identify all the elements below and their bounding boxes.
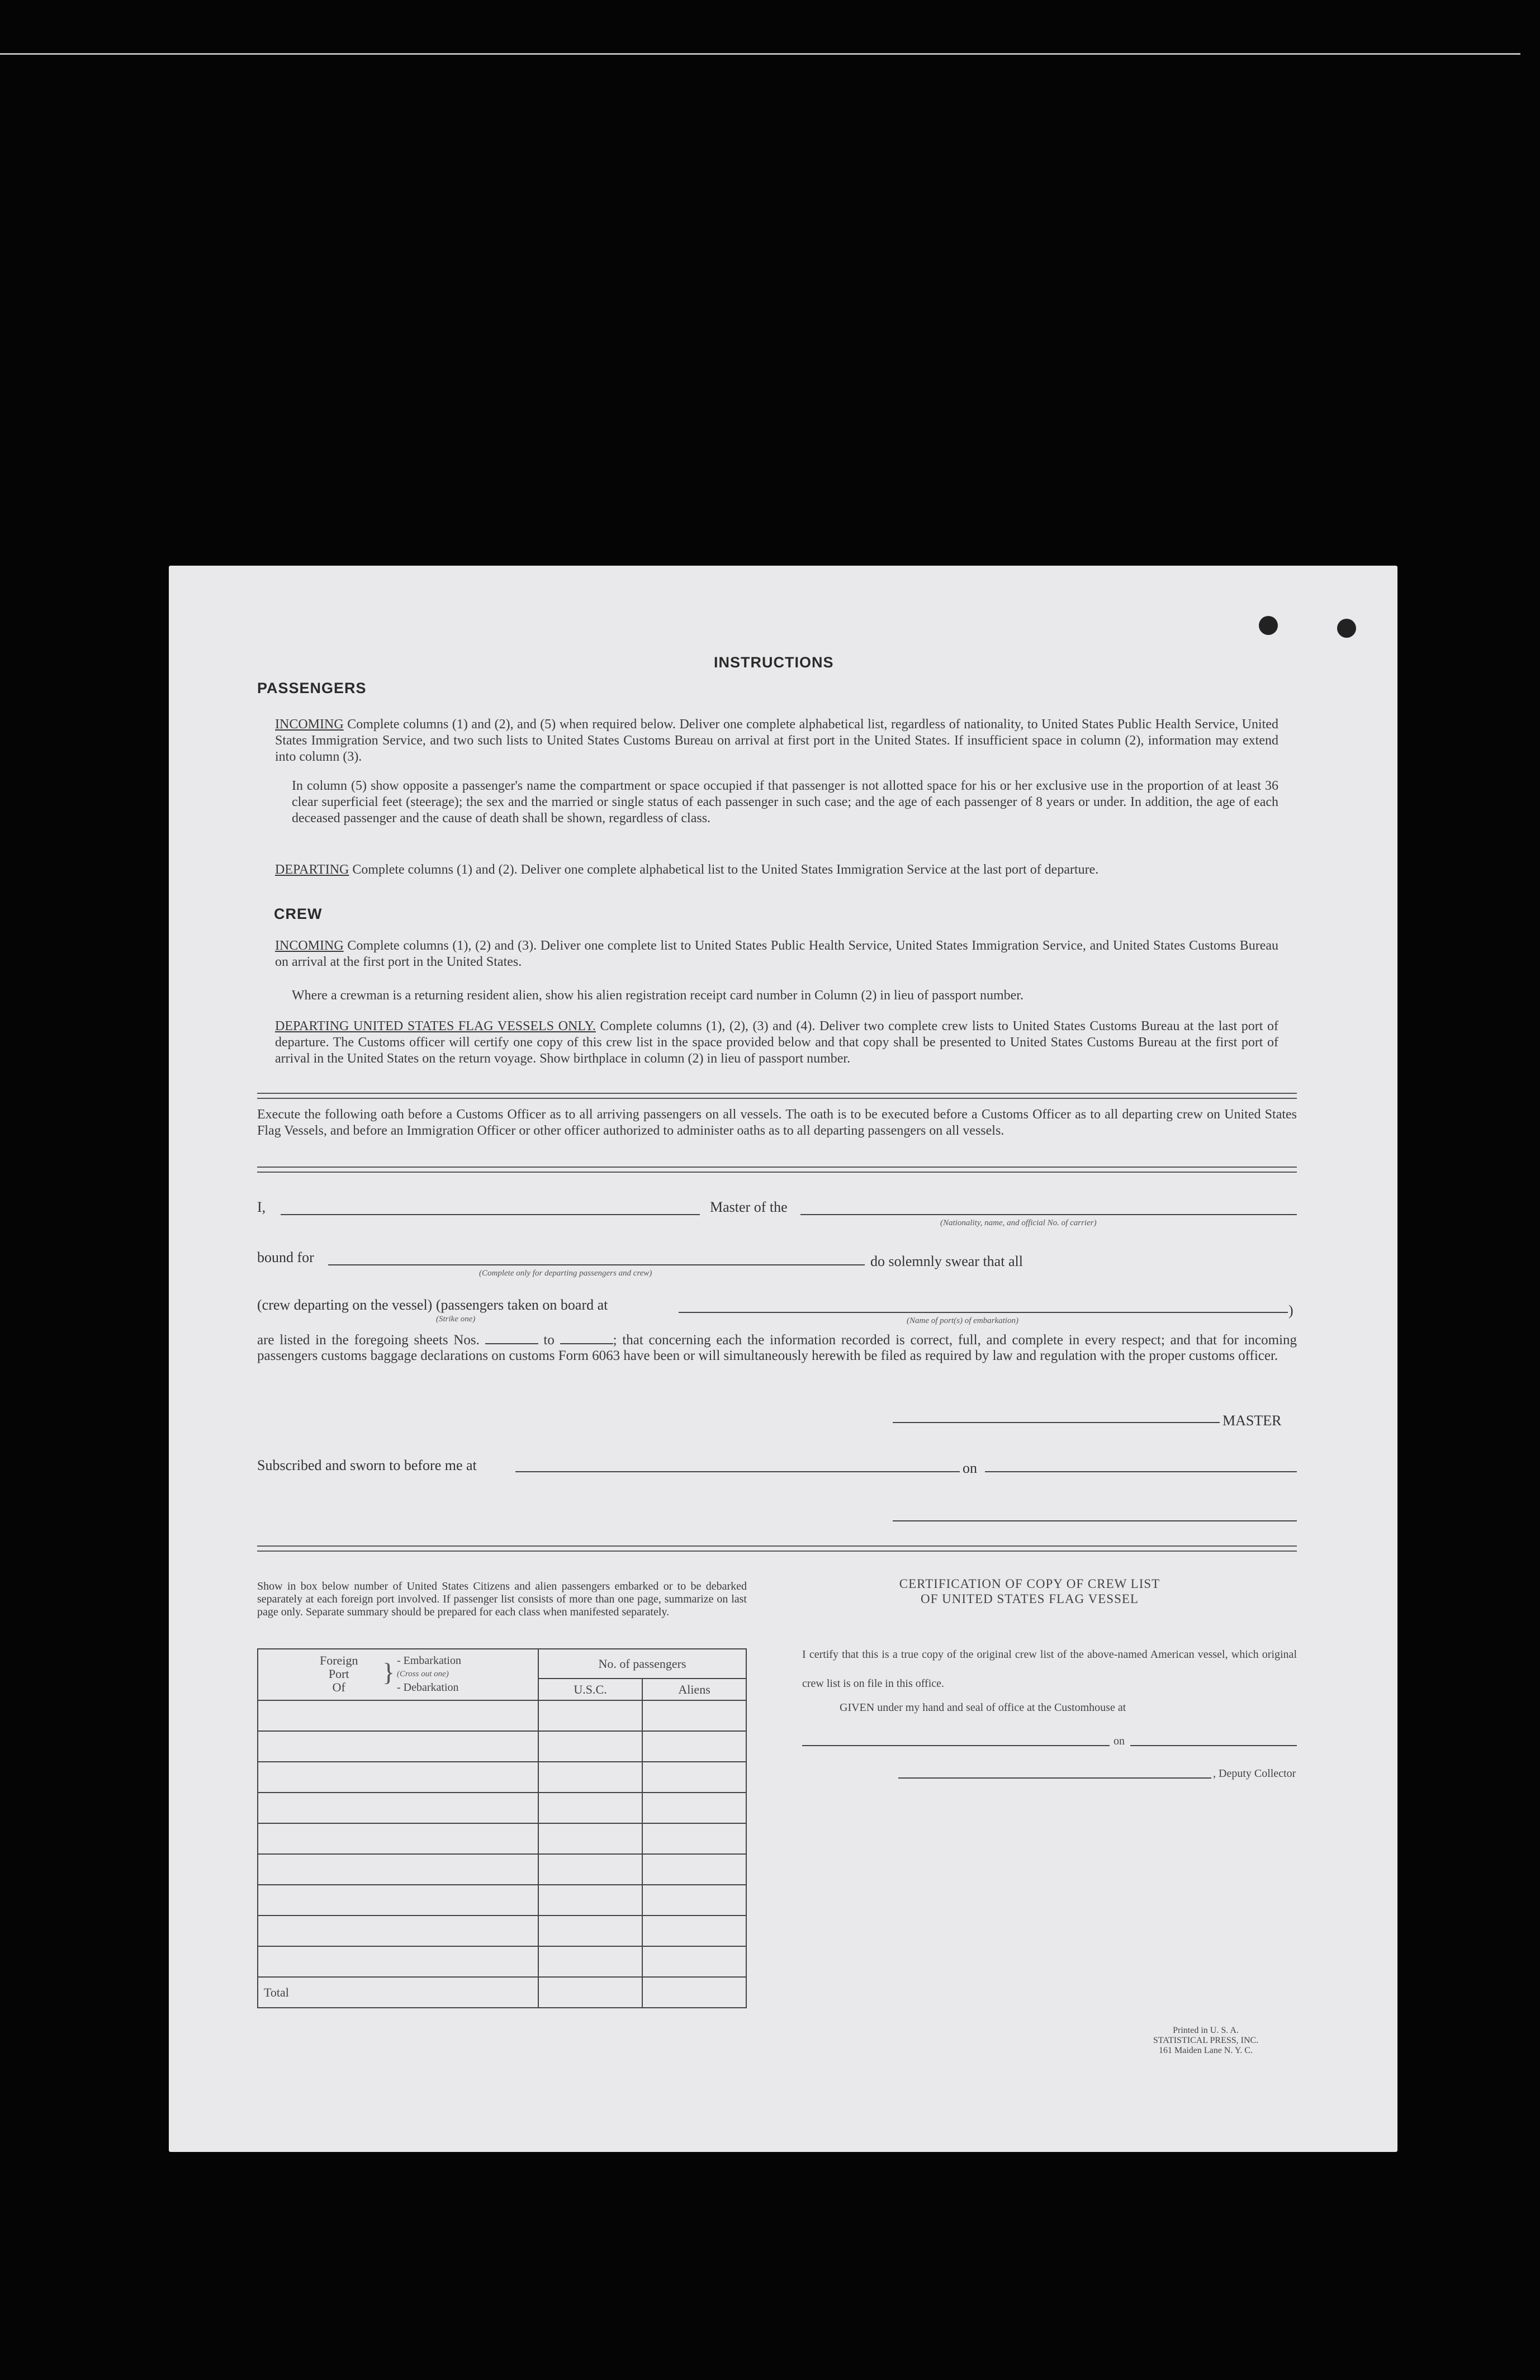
sworn-place-field[interactable] <box>515 1471 960 1472</box>
pass-departing-paragraph <box>275 862 1278 878</box>
embarkation-option[interactable]: - Embarkation <box>397 1654 461 1667</box>
total-label: Total <box>258 1977 538 2008</box>
pass-incoming-label: INCOMING <box>275 717 344 732</box>
pass-incoming-paragraph <box>275 717 1278 765</box>
usc-cell[interactable] <box>538 1946 642 1977</box>
usc-cell[interactable] <box>538 1916 642 1946</box>
table-row <box>258 1762 746 1793</box>
usc-total-cell[interactable] <box>538 1977 642 2008</box>
subscribed-label: Subscribed and sworn to before me at <box>257 1457 477 1473</box>
crew-incoming-paragraph <box>275 938 1278 970</box>
port-header-label <box>320 1654 358 1694</box>
aliens-total-cell[interactable] <box>642 1977 746 2008</box>
embark-debark-options <box>397 1654 461 1694</box>
to-label: to <box>543 1333 555 1348</box>
strike-caption: (Strike one) <box>436 1315 476 1324</box>
certify-text: I certify that this is a true copy of the original crew list of the above-named American vessel, which original crew list is on file in this office. <box>802 1648 1297 1690</box>
usc-header: U.S.C. <box>538 1679 642 1700</box>
bound-for-field[interactable] <box>328 1264 865 1265</box>
carrier-field[interactable] <box>800 1214 1297 1215</box>
table-row <box>258 1916 746 1946</box>
port-cell[interactable] <box>258 1793 538 1823</box>
master-name-field[interactable] <box>281 1214 700 1215</box>
divider-double <box>257 1093 1297 1099</box>
swear-label: do solemnly swear that all <box>870 1253 1023 1269</box>
sworn-date-field[interactable] <box>985 1471 1297 1472</box>
aliens-cell[interactable] <box>642 1946 746 1977</box>
oath-intro: Execute the following oath before a Customs Officer as to all arriving passengers on all vessels. The oath is to be executed before a Customs Officer as to all departing crew on United States Flag Vessels, and before an Immigration Officer or other officer authorized to administer oaths as to all departing passengers on all vessels. <box>257 1107 1297 1138</box>
printer-line3: 161 Maiden Lane N. Y. C. <box>1159 2046 1253 2055</box>
top-scan-edge <box>0 53 1520 55</box>
aliens-cell[interactable] <box>642 1823 746 1854</box>
port-cell[interactable] <box>258 1823 538 1854</box>
instructions-title: INSTRUCTIONS <box>714 654 834 671</box>
crew-departing-label: (crew departing on the vessel) (passengers taken on board at <box>257 1297 608 1313</box>
table-header-row <box>258 1649 746 1679</box>
pass-departing-label: DEPARTING <box>275 862 349 877</box>
aliens-cell[interactable] <box>642 1854 746 1885</box>
aliens-cell[interactable] <box>642 1731 746 1762</box>
aliens-cell[interactable] <box>642 1916 746 1946</box>
table-row <box>258 1700 746 1731</box>
port-header-line3: Of <box>332 1680 345 1694</box>
usc-cell[interactable] <box>538 1731 642 1762</box>
aliens-cell[interactable] <box>642 1700 746 1731</box>
port-cell[interactable] <box>258 1946 538 1977</box>
crew-incoming-text: Complete columns (1), (2) and (3). Deliver one complete list to United States Public Health Service, United States Immigration Service, and United States Customs Bureau on arrival at the first port in the United States. <box>275 938 1279 969</box>
crew-departing-paragraph <box>275 1018 1278 1067</box>
port-header-line1: Foreign <box>320 1653 358 1667</box>
table-row <box>258 1854 746 1885</box>
usc-cell[interactable] <box>538 1700 642 1731</box>
master-label: MASTER <box>1222 1412 1282 1429</box>
usc-cell[interactable] <box>538 1854 642 1885</box>
passengers-heading: PASSENGERS <box>257 680 367 696</box>
pass-column5-paragraph: In column (5) show opposite a passenger's name the compartment or space occupied if that passenger is not allotted space for his or her exclusive use in the proportion of at least 36 clear superficial feet (steerage); the sex and the married or single status of each passenger in such case; and the age of each passenger of 8 years or under. In addition, the age of each deceased passenger and the cause of death shall be shown, regardless of class. <box>292 779 1278 826</box>
crew-heading: CREW <box>274 905 323 922</box>
listed-text: are listed in the foregoing sheets Nos. <box>257 1333 480 1348</box>
certification-title-line1: CERTIFICATION OF COPY OF CREW LIST <box>899 1577 1160 1591</box>
pass-incoming-text: Complete columns (1) and (2), and (5) when required below. Deliver one complete alphabetical list, regardless of nationality, to United States Public Health Service, United States Immigration Service, and two such lists to United States Customs Bureau on arrival at first port in the United States. If insufficient space in column (2), information may extend into column (3). <box>275 717 1278 764</box>
table-row <box>258 1946 746 1977</box>
sworn-on-label: on <box>963 1460 977 1476</box>
printer-line1: Printed in U. S. A. <box>1173 2026 1239 2035</box>
master-signature-field[interactable] <box>893 1422 1220 1423</box>
aliens-cell[interactable] <box>642 1793 746 1823</box>
port-cell[interactable] <box>258 1731 538 1762</box>
printer-imprint <box>1119 2026 1292 2056</box>
oath-i-label: I, <box>257 1199 266 1215</box>
debarkation-option[interactable]: - Debarkation <box>397 1681 459 1694</box>
table-row <box>258 1823 746 1854</box>
no-passengers-header: No. of passengers <box>538 1649 746 1679</box>
port-cell[interactable] <box>258 1885 538 1916</box>
divider-double <box>257 1167 1297 1173</box>
total-row <box>258 1977 746 2008</box>
pass-departing-text: Complete columns (1) and (2). Deliver one complete alphabetical list to the United States Immigration Service at the last port of departure. <box>352 862 1099 877</box>
bound-for-label: bound for <box>257 1249 314 1265</box>
table-row <box>258 1885 746 1916</box>
listed-paragraph <box>257 1333 1297 1364</box>
port-cell[interactable] <box>258 1854 538 1885</box>
passenger-summary-table <box>257 1648 747 2008</box>
close-paren: ) <box>1288 1302 1293 1319</box>
deputy-label: , Deputy Collector <box>1213 1767 1296 1780</box>
brace-icon: } <box>382 1658 395 1686</box>
aliens-header: Aliens <box>642 1679 746 1700</box>
carrier-caption: (Nationality, name, and official No. of carrier) <box>940 1219 1097 1227</box>
crew-departing-label: DEPARTING UNITED STATES FLAG VESSELS ONLY. <box>275 1019 596 1033</box>
usc-cell[interactable] <box>538 1762 642 1793</box>
port-cell[interactable] <box>258 1700 538 1731</box>
bound-for-caption: (Complete only for departing passengers and crew) <box>479 1269 652 1278</box>
summary-note: Show in box below number of United States Citizens and alien passengers embarked or to be debarked separately at each foreign port involved. If passenger list consists of more than one page, summarize on last page only. Separate summary should be prepared for each class when manifested separately. <box>257 1580 747 1618</box>
sheet-to-field[interactable] <box>560 1333 613 1344</box>
usc-cell[interactable] <box>538 1823 642 1854</box>
usc-cell[interactable] <box>538 1793 642 1823</box>
punch-hole <box>1337 619 1356 638</box>
table-row <box>258 1731 746 1762</box>
cert-on-label: on <box>1113 1735 1125 1747</box>
aliens-cell[interactable] <box>642 1762 746 1793</box>
crew-departing-text: Complete columns (1), (2), (3) and (4). Deliver two complete crew lists to United States Customs Bureau at the last port of departure. The Customs officer will certify one copy of this crew list in the space provided below and that copy shall be presented to United States Customs Bureau at the first port of arrival in the United States on the return voyage. Show birthplace in column (2) in lieu of passport number. <box>275 1019 1278 1066</box>
cross-caption: (Cross out one) <box>397 1670 449 1679</box>
certification-title-line2: OF UNITED STATES FLAG VESSEL <box>921 1592 1139 1606</box>
embarkation-port-field[interactable] <box>679 1312 1288 1313</box>
printer-line2: STATISTICAL PRESS, INC. <box>1153 2036 1259 2045</box>
usc-cell[interactable] <box>538 1885 642 1916</box>
form-sheet <box>169 566 1397 2152</box>
aliens-cell[interactable] <box>642 1885 746 1916</box>
crew-incoming-label: INCOMING <box>275 938 344 953</box>
cert-date-field[interactable] <box>1130 1745 1297 1746</box>
sheet-from-field[interactable] <box>485 1333 538 1344</box>
port-cell[interactable] <box>258 1916 538 1946</box>
port-header-cell <box>258 1649 538 1700</box>
table-row <box>258 1793 746 1823</box>
certification-title <box>817 1576 1242 1606</box>
deputy-signature-field[interactable] <box>898 1777 1211 1779</box>
officer-signature-field[interactable] <box>893 1520 1297 1521</box>
port-cell[interactable] <box>258 1762 538 1793</box>
port-header-line2: Port <box>328 1667 349 1681</box>
master-of-label: Master of the <box>710 1199 788 1215</box>
crew-alien-paragraph: Where a crewman is a returning resident alien, show his alien registration receipt card number in Column (2) in lieu of passport number. <box>292 988 1023 1003</box>
customhouse-field[interactable] <box>802 1745 1110 1746</box>
punch-hole <box>1259 616 1278 635</box>
given-text: GIVEN under my hand and seal of office at the Customhouse at <box>840 1701 1126 1714</box>
listed-text-2: ; that concerning each the information recorded is correct, full, and complete in every respect; and that for incoming passengers customs baggage declarations on customs Form 6063 have been or will simultaneously herewith be filed as required by law and regulation with the proper customs officer. <box>257 1333 1297 1363</box>
port-caption: (Name of port(s) of embarkation) <box>907 1316 1018 1325</box>
divider-double <box>257 1545 1297 1552</box>
